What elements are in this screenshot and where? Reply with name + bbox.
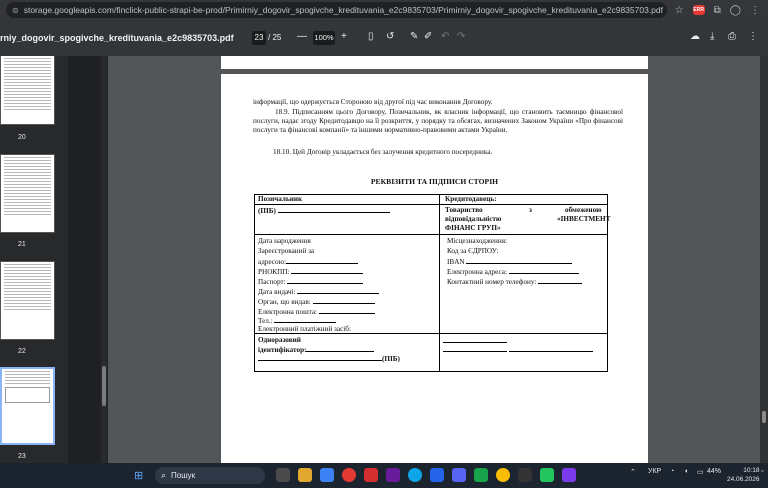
clock[interactable] xyxy=(727,466,760,484)
app-icon-indigo[interactable] xyxy=(452,468,466,482)
field-passport: Паспорт: xyxy=(258,277,363,287)
sidebar-scrollbar-thumb[interactable] xyxy=(102,366,106,406)
profile-icon[interactable]: ◯ xyxy=(729,4,741,16)
otp-label-2: ідентифікатор: xyxy=(258,345,374,355)
field-address: адресою: xyxy=(258,257,358,267)
zoom-input[interactable]: 100% xyxy=(313,31,335,45)
document-scrollbar-thumb[interactable] xyxy=(762,411,766,423)
pdf-page xyxy=(221,74,648,463)
keyboard-language[interactable]: УКР xyxy=(648,468,662,475)
thumbnail-page-current[interactable] xyxy=(0,367,55,445)
more-options-icon[interactable]: ⋮ xyxy=(748,31,758,42)
search-placeholder: Пошук xyxy=(171,471,196,480)
lender-name-word: з xyxy=(529,206,532,214)
thumbnail-page[interactable] xyxy=(0,261,55,340)
notification-icon[interactable]: ▫ xyxy=(761,468,764,475)
windows-taskbar xyxy=(0,463,768,488)
whatsapp-icon[interactable] xyxy=(540,468,554,482)
wifi-icon[interactable]: ◔ xyxy=(670,468,675,475)
otp-signature: (ПІБ) xyxy=(258,354,400,364)
requisites-table xyxy=(254,194,611,372)
field-issuer: Орган, що видав: xyxy=(258,297,375,307)
lender-location: Місцезнаходження: xyxy=(447,237,507,245)
lender-name-word: відповідальністю xyxy=(445,215,502,223)
site-info-icon[interactable]: ⊜ xyxy=(12,5,19,15)
lender-header: Кредитодавець: xyxy=(445,195,497,203)
lender-name-word: обмеженою xyxy=(565,206,602,214)
app-icon[interactable] xyxy=(320,468,334,482)
lender-name-word: «ІНВЕСТМЕНТ xyxy=(557,215,611,223)
pdf-toolbar xyxy=(0,20,768,56)
taskbar-search[interactable] xyxy=(155,467,265,484)
previous-page-bottom xyxy=(221,56,648,69)
app-icon-red[interactable] xyxy=(364,468,378,482)
lender-name-line: Товариство xyxy=(445,206,483,214)
paragraph: інформації, що одержується Стороною від другої під час виконання Договору. xyxy=(253,98,493,106)
lender-signature-line xyxy=(443,345,593,355)
thumbnail-sidebar xyxy=(0,56,68,463)
field-issue-date: Дата видачі: xyxy=(258,287,379,297)
lender-iban: IBAN xyxy=(447,257,572,267)
field-rnokpp: РНОКПП: xyxy=(258,267,363,277)
extension-badge[interactable]: ERR xyxy=(693,7,704,13)
field-phone: Тел.: xyxy=(258,316,336,326)
task-view-icon[interactable] xyxy=(276,468,290,482)
zoom-in-button[interactable]: + xyxy=(341,31,347,42)
pdf-title: rniy_dogovir_spogivche_kredituvania_e2c9835703.pdf xyxy=(0,33,234,43)
page-number-input[interactable]: 23 xyxy=(252,31,266,45)
otp-label: Одноразовий xyxy=(258,336,301,344)
rotate-icon[interactable]: ↺ xyxy=(386,31,395,42)
field-birthdate: Дата народження xyxy=(258,237,311,245)
page-total: / 25 xyxy=(268,33,282,42)
thumbnail-page[interactable] xyxy=(0,154,55,233)
download-icon[interactable]: ⤓ xyxy=(710,31,715,42)
windows-start-icon[interactable]: ⊞ xyxy=(134,470,144,482)
volume-icon[interactable]: ◖ xyxy=(684,468,689,475)
url-text: storage.googleapis.com/finclick-public-strapi-be-prod/Primirniy_dogovir_spogivche_kredituvania_e2c9835703/Primirniy_dogovir_spogivche_kredituvania_e2c9835703.pdf xyxy=(23,5,663,15)
thumbnail-number: 22 xyxy=(18,348,26,355)
clock-time: 10:18 xyxy=(743,467,760,474)
paragraph: 18.10. Цей Договір укладається без залучення кредитного посередника. xyxy=(273,148,493,156)
lender-email: Електронна адреса: xyxy=(447,267,579,277)
undo-icon[interactable]: ↶ xyxy=(441,31,450,42)
print-icon[interactable]: ⎙ xyxy=(728,31,736,42)
fit-page-icon[interactable]: ▯ xyxy=(368,31,374,42)
redo-icon[interactable]: ↷ xyxy=(457,31,466,42)
file-explorer-icon[interactable] xyxy=(298,468,312,482)
highlight-icon[interactable]: ✎ xyxy=(410,31,419,42)
url-field[interactable] xyxy=(6,2,667,18)
opera-icon[interactable] xyxy=(342,468,356,482)
browser-menu-icon[interactable]: ⋮ xyxy=(750,4,760,16)
battery-level: 44% xyxy=(707,468,722,475)
field-registered: Зареєстрований за xyxy=(258,247,315,255)
cloud-save-icon[interactable]: ☁ xyxy=(690,31,700,42)
draw-icon[interactable]: ✐ xyxy=(424,31,433,42)
section-heading: РЕКВІЗИТИ ТА ПІДПИСИ СТОРІН xyxy=(370,177,499,186)
search-icon: ⌕ xyxy=(161,470,167,480)
browser-address-bar xyxy=(0,0,768,20)
lender-name-word: ФІНАНС ГРУП» xyxy=(445,224,501,232)
document-scrollbar[interactable] xyxy=(760,56,768,463)
viber-icon[interactable] xyxy=(562,468,576,482)
bookmark-star-icon[interactable]: ☆ xyxy=(674,4,684,16)
app-icon-green[interactable] xyxy=(474,468,488,482)
app-icon-blue[interactable] xyxy=(430,468,444,482)
field-payment-means: Електронний платіжний засіб: xyxy=(258,325,351,333)
thumbnail-page[interactable] xyxy=(0,56,55,125)
thumbnail-number: 21 xyxy=(18,241,26,248)
thumbnail-number: 23 xyxy=(18,453,26,460)
lender-edrpou: Код за ЄДРПОУ: xyxy=(447,247,499,255)
paragraph: 18.9. Підписанням цього Договору, Позичальник, як власник інформації, що становить таємницю фінансової послуги, надає згоду Кредитодавцю на її розкриття, у порядку та обсягах, визначених Законом України «Про фінансові послуги та фінансові компанії» та іншими нормативно-правовими актами України. xyxy=(253,108,623,134)
tray-chevron-icon[interactable]: ⌃ xyxy=(630,469,636,476)
address-bar-actions xyxy=(667,5,768,16)
app-icon-purple[interactable] xyxy=(386,468,400,482)
extensions-icon[interactable]: ⧉ xyxy=(713,4,721,16)
clock-date: 24.06.2026 xyxy=(727,476,760,483)
battery-icon[interactable]: ▭ xyxy=(697,469,704,476)
edge-icon[interactable] xyxy=(408,468,422,482)
pdf-viewer xyxy=(108,56,760,463)
lender-phone: Контактний номер телефону: xyxy=(447,277,582,287)
field-email: Електронна пошта: xyxy=(258,307,375,317)
zoom-out-button[interactable]: — xyxy=(297,31,307,42)
app-icon-dark[interactable] xyxy=(518,468,532,482)
borrower-pib-label: (ПІБ) xyxy=(258,206,390,216)
thumbnail-number: 20 xyxy=(18,134,26,141)
chrome-icon[interactable] xyxy=(496,468,510,482)
borrower-header: Позичальник xyxy=(258,195,303,203)
